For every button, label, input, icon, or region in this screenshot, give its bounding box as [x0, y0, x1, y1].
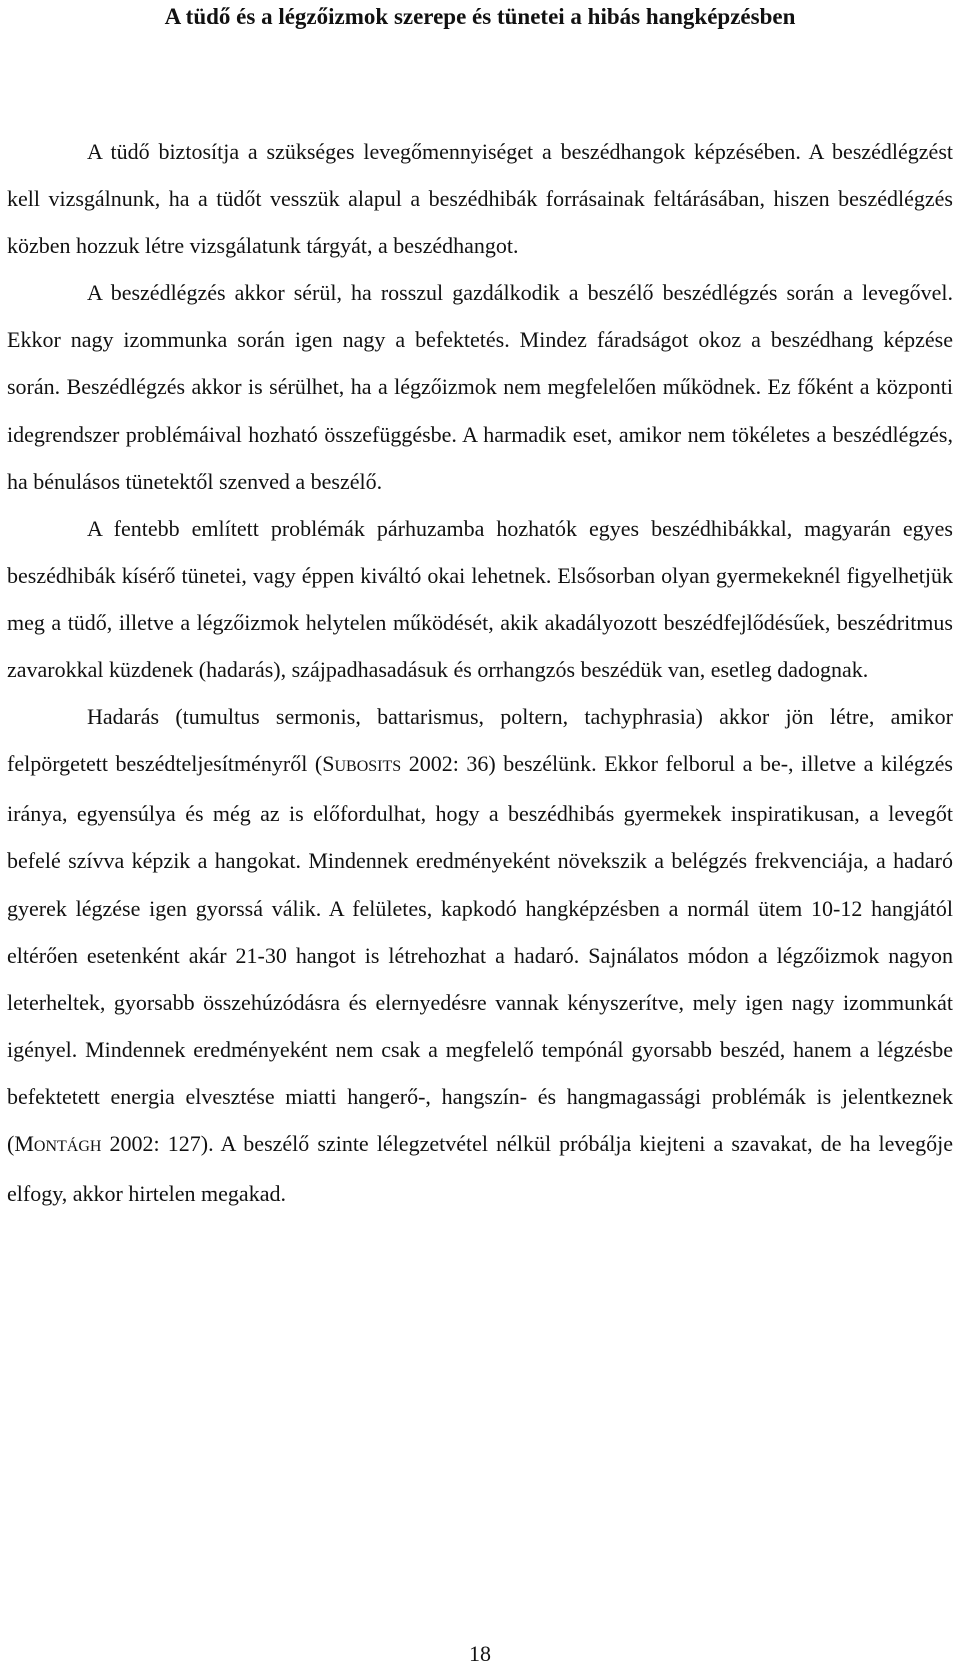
citation-author-1 — [322, 751, 401, 776]
paragraph-3: A fentebb említett problémák párhuzamba hozhatók egyes beszédhibákkal, magyarán egyes beszédhibák kísérő tünetei, vagy éppen kiváltó okai lehetnek. Elsősorban olyan gyermekeknél figyelhetjük meg a tüdő, illetve a légzőizmok helytelen működését, akik akadályozott beszédfejlődésűek, beszédritmus zavarokkal küzdenek (hadarás), szájpadhasadásuk és orrhangzós beszédük van, esetleg dadognak. — [7, 515, 953, 683]
paragraph-1: A tüdő biztosítja a szükséges levegőmennyiséget a beszédhangok képzésében. A beszédlégzést kell vizsgálnunk, ha a tüdőt vesszük alapul a beszédhibák forrásainak feltárásában, hiszen beszédlégzés közben hozzuk létre vizsgálatunk tárgyát, a beszédhangot. — [7, 139, 953, 259]
citation-author-1-smallcaps: UBOSITS — [334, 758, 402, 776]
citation-author-2-initial: M — [14, 1130, 34, 1156]
document-body — [7, 128, 953, 1217]
page-title: A tüdő és a légzőizmok szerepe és tünetei a hibás hangképzésben — [164, 4, 796, 29]
paragraph-4-text-2: 2002: 36) beszélünk. Ekkor felborul a be-, illetve a kilégzés iránya, egyensúlya és még az is előfordulhat, hogy a beszédhibás gyermekek inspiratikusan, a levegőt befelé szívva képzik a hangokat. Mindennek eredményeként növekszik a belégzés frekvenciája, a hadaró gyerek légzése igen gyorssá válik. A felületes, kapkodó hangképzésben a normál ütem 10-12 hangjától eltérően esetenként akár 21-30 hangot is létrehozhat a hadaró. Sajnálatos módon a légzőizmok nagyon leterheltek, gyorsabb összehúzódásra és elernyedésre vannak kényszerítve, mely igen nagy izommunkát igényel. Mindennek eredményeként nem csak a megfelelő tempónál gyorsabb beszéd, hanem a légzésbe befektetett energia elvesztése miatti hangerő-, hangszín- és hangmagassági problémák is jelentkeznek ( — [7, 751, 953, 1156]
citation-author-2-smallcaps: ONTÁGH — [33, 1137, 102, 1155]
citation-author-1-initial: S — [322, 751, 335, 777]
paragraph-4-text-1: Hadarás (tumultus sermonis, battarismus, poltern, tachyphrasia) akkor jön létre, amikor felpörgetett beszédteljesítményről ( — [7, 704, 953, 777]
paragraph-4-text-3: 2002: 127). A beszélő szinte lélegzetvétel nélkül próbálja kiejteni a szavakat, de ha levegője elfogy, akkor hirtelen megakad. — [7, 1130, 953, 1207]
paragraph-2: A beszédlégzés akkor sérül, ha rosszul gazdálkodik a beszélő beszédlégzés során a levegővel. Ekkor nagy izommunka során igen nagy a befektetés. Mindez fáradságot okoz a beszédhang képzése során. Beszédlégzés akkor is sérülhet, ha a légzőizmok nem megfelelően működnek. Ez főként a központi idegrendszer problémáival hozható összefüggésbe. A harmadik eset, amikor nem tökéletes a beszédlégzés, ha bénulásos tünetektől szenved a beszélő. — [7, 280, 953, 494]
paragraph-4 — [7, 693, 953, 1217]
citation-author-2 — [14, 1131, 101, 1156]
page-number: 18 — [469, 1641, 491, 1666]
